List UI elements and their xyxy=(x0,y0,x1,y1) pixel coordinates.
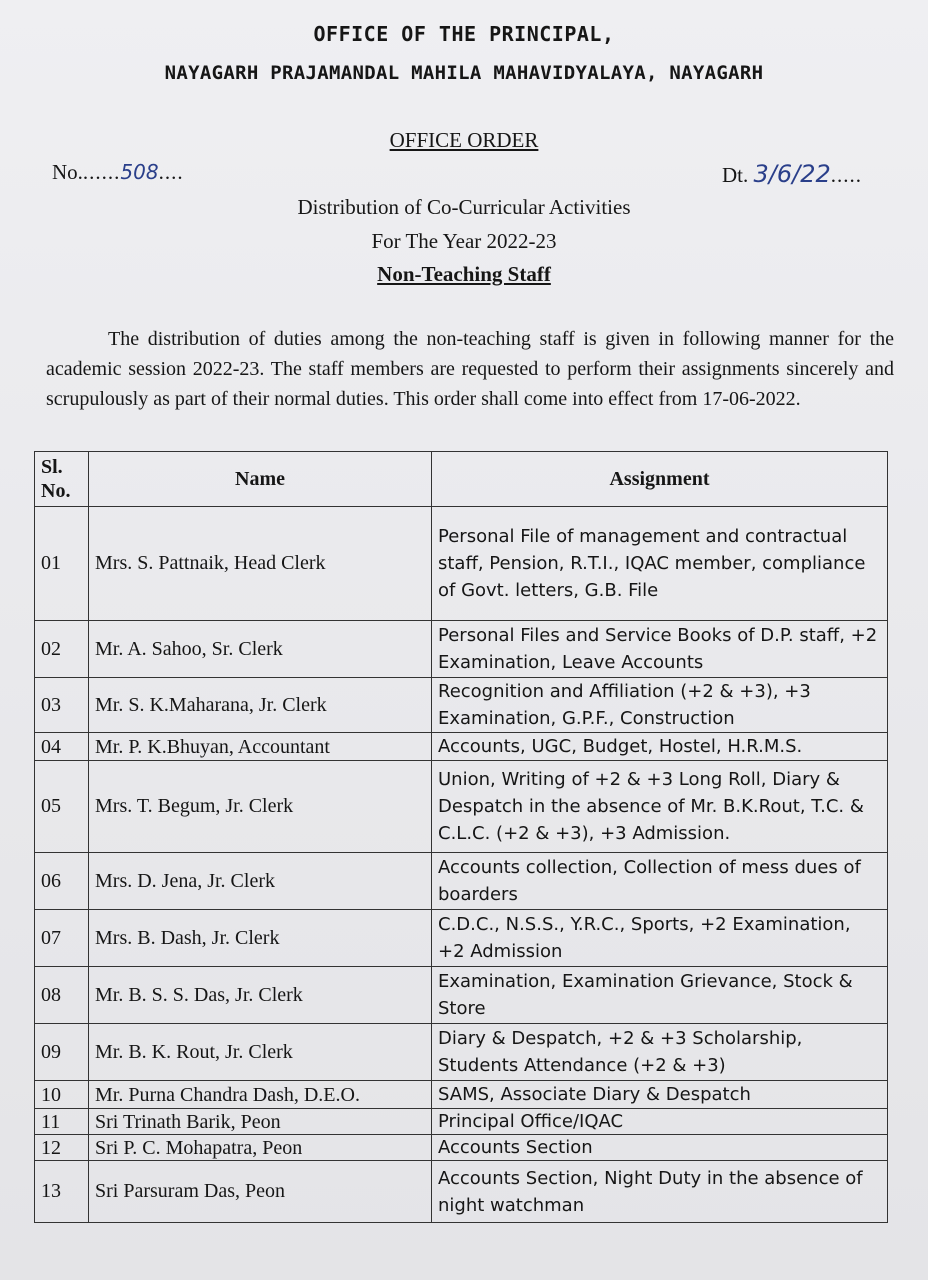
order-number-label: No. xyxy=(52,160,83,184)
table-row xyxy=(35,910,888,967)
order-date xyxy=(722,160,862,188)
table-row xyxy=(35,1081,888,1109)
row-assignment: Examination, Examination Grievance, Stock & Store xyxy=(432,967,888,1024)
row-name: Mr. S. K.Maharana, Jr. Clerk xyxy=(89,678,432,733)
header-assignment: Assignment xyxy=(432,452,888,507)
table-row xyxy=(35,1135,888,1161)
row-name: Mr. P. K.Bhuyan, Accountant xyxy=(89,733,432,761)
row-assignment: Diary & Despatch, +2 & +3 Scholarship, Students Attendance (+2 & +3) xyxy=(432,1024,888,1081)
row-sl-no: 09 xyxy=(35,1024,89,1081)
row-name: Mrs. B. Dash, Jr. Clerk xyxy=(89,910,432,967)
row-assignment: Union, Writing of +2 & +3 Long Roll, Diary & Despatch in the absence of Mr. B.K.Rout, T.C. & C.L.C. (+2 & +3), +3 Admission. xyxy=(432,761,888,853)
row-sl-no: 01 xyxy=(35,507,89,621)
row-name: Sri Trinath Barik, Peon xyxy=(89,1109,432,1135)
order-date-dots: ..... xyxy=(830,163,862,187)
order-number xyxy=(52,160,184,185)
table-row xyxy=(35,1024,888,1081)
row-name: Mrs. S. Pattnaik, Head Clerk xyxy=(89,507,432,621)
row-sl-no: 04 xyxy=(35,733,89,761)
row-name: Mr. A. Sahoo, Sr. Clerk xyxy=(89,621,432,678)
table-row xyxy=(35,853,888,910)
order-number-dots-end: .... xyxy=(158,160,184,184)
row-sl-no: 12 xyxy=(35,1135,89,1161)
table-header-row xyxy=(35,452,888,507)
table-row xyxy=(35,733,888,761)
row-sl-no: 07 xyxy=(35,910,89,967)
office-order-title: OFFICE ORDER xyxy=(389,128,539,152)
row-assignment: Personal File of management and contractual staff, Pension, R.T.I., IQAC member, compliance of Govt. letters, G.B. File xyxy=(432,507,888,621)
subject-line-1: Distribution of Co-Curricular Activities xyxy=(297,195,631,219)
row-sl-no: 08 xyxy=(35,967,89,1024)
row-assignment: Accounts, UGC, Budget, Hostel, H.R.M.S. xyxy=(432,733,888,761)
table-row xyxy=(35,678,888,733)
row-sl-no: 02 xyxy=(35,621,89,678)
row-name: Sri P. C. Mohapatra, Peon xyxy=(89,1135,432,1161)
order-number-dots: ...... xyxy=(82,160,121,184)
duty-table xyxy=(34,451,888,1223)
row-name: Mr. B. K. Rout, Jr. Clerk xyxy=(89,1024,432,1081)
subject-line-3: Non-Teaching Staff xyxy=(377,262,551,286)
table-row xyxy=(35,761,888,853)
row-name: Mr. B. S. S. Das, Jr. Clerk xyxy=(89,967,432,1024)
table-row xyxy=(35,1161,888,1223)
row-sl-no: 05 xyxy=(35,761,89,853)
table-row xyxy=(35,967,888,1024)
row-assignment: Accounts Section xyxy=(432,1135,888,1161)
header-sl-no: Sl. No. xyxy=(35,452,89,507)
order-paragraph xyxy=(46,324,894,414)
row-assignment: Accounts collection, Collection of mess dues of boarders xyxy=(432,853,888,910)
college-name: NAYAGARH PRAJAMANDAL MAHILA MAHAVIDYALAYA, NAYAGARH xyxy=(164,62,764,84)
row-assignment: C.D.C., N.S.S., Y.R.C., Sports, +2 Examination, +2 Admission xyxy=(432,910,888,967)
table-row xyxy=(35,621,888,678)
table-row xyxy=(35,1109,888,1135)
row-name: Sri Parsuram Das, Peon xyxy=(89,1161,432,1223)
row-assignment: Accounts Section, Night Duty in the absence of night watchman xyxy=(432,1161,888,1223)
row-assignment: SAMS, Associate Diary & Despatch xyxy=(432,1081,888,1109)
row-assignment: Recognition and Affiliation (+2 & +3), +3 Examination, G.P.F., Construction xyxy=(432,678,888,733)
row-name: Mr. Purna Chandra Dash, D.E.O. xyxy=(89,1081,432,1109)
row-sl-no: 10 xyxy=(35,1081,89,1109)
row-sl-no: 03 xyxy=(35,678,89,733)
order-date-label: Dt. xyxy=(722,163,749,187)
table-row xyxy=(35,507,888,621)
row-assignment: Principal Office/IQAC xyxy=(432,1109,888,1135)
row-sl-no: 06 xyxy=(35,853,89,910)
row-name: Mrs. T. Begum, Jr. Clerk xyxy=(89,761,432,853)
row-sl-no: 13 xyxy=(35,1161,89,1223)
order-paragraph-text: The distribution of duties among the non-teaching staff is given in following manner for the academic session 2022-23. The staff members are requested to perform their assignments sincerely and scrupulously as part of their normal duties. This order shall come into effect from 17-06-2022. xyxy=(46,328,894,410)
row-name: Mrs. D. Jena, Jr. Clerk xyxy=(89,853,432,910)
row-assignment: Personal Files and Service Books of D.P. staff, +2 Examination, Leave Accounts xyxy=(432,621,888,678)
subject-line-2: For The Year 2022-23 xyxy=(371,229,557,253)
header-name: Name xyxy=(89,452,432,507)
row-sl-no: 11 xyxy=(35,1109,89,1135)
order-number-value: 508 xyxy=(120,160,159,184)
office-header: OFFICE OF THE PRINCIPAL, xyxy=(313,22,615,46)
order-date-value: 3/6/22 xyxy=(753,160,831,188)
